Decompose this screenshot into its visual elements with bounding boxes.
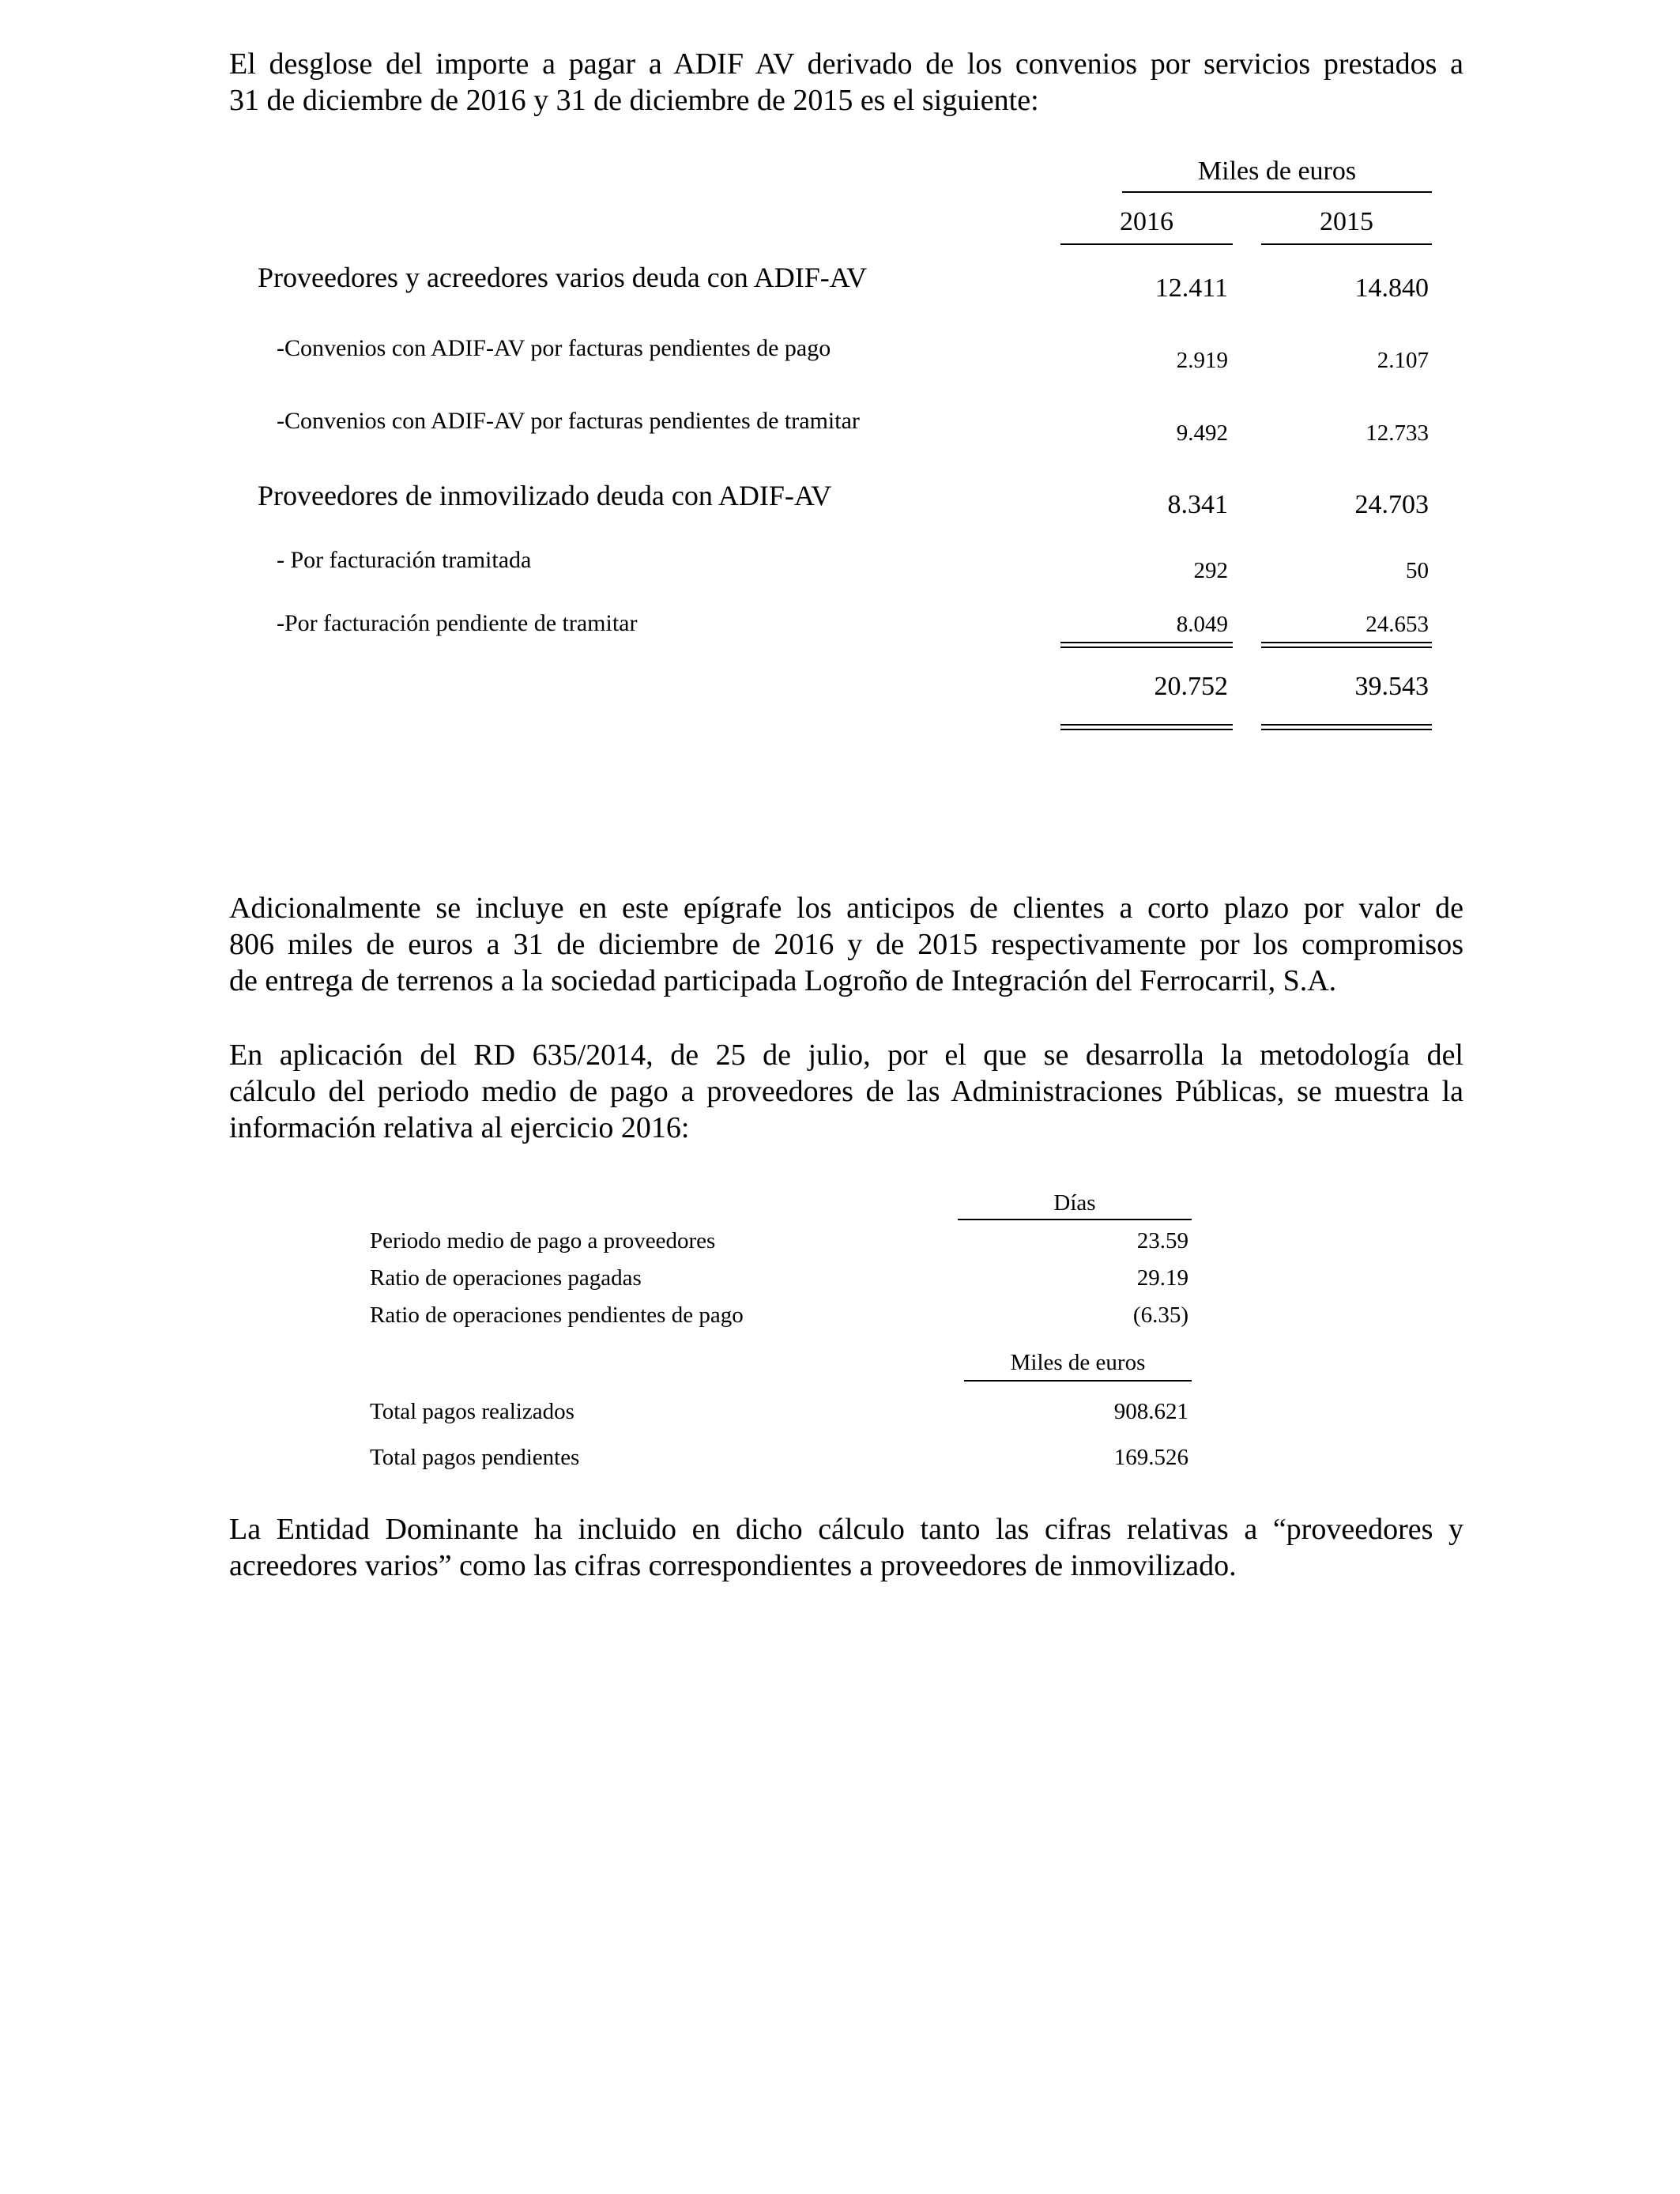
anticipos-line-3: de entrega de terrenos a la sociedad participada Logroño de Integración del Ferrocarril, S.A.: [229, 964, 1337, 997]
table-row-value-2015: 50: [1406, 558, 1429, 583]
table-row-value-2015: 14.840: [1354, 273, 1429, 303]
rd-line-3: información relativa al ejercicio 2016:: [229, 1111, 690, 1144]
table-row-value-2016: 292: [1193, 558, 1228, 583]
table-row-label: Total pagos realizados: [370, 1399, 574, 1424]
table1-total-rule-2016-a: [1060, 724, 1233, 726]
table-row-value: 29.19: [1136, 1265, 1188, 1291]
table-row-value: 169.526: [1113, 1445, 1188, 1470]
table1-col-2015-rule: [1261, 243, 1432, 245]
table-row-value-2015: 2.107: [1377, 348, 1429, 373]
conclusion-paragraph: [229, 1511, 1463, 1584]
table2-dias-header: Días: [1053, 1190, 1096, 1216]
table-row-label: Periodo medio de pago a proveedores: [370, 1228, 716, 1253]
table-row-label: Proveedores y acreedores varios deuda con ADIF-AV: [258, 262, 868, 293]
table1-col-2015: 2015: [1320, 207, 1373, 236]
table2-miles-header: Miles de euros: [1010, 1350, 1146, 1375]
table1-subtotal-rule-2015-b: [1261, 647, 1432, 648]
intro-line-2: 31 de diciembre de 2016 y 31 de diciembre de 2015 es el siguiente:: [229, 84, 1039, 117]
table-row-value: 908.621: [1113, 1399, 1188, 1424]
rd-paragraph: [229, 1037, 1463, 1146]
table-row-value-2016: 12.411: [1155, 273, 1228, 303]
rd-line-2: cálculo del periodo medio de pago a proveedores de las Administraciones Públicas, se muestra la: [229, 1075, 1463, 1108]
table-row-label: -Por facturación pendiente de tramitar: [277, 610, 638, 636]
table-row-label: Proveedores de inmovilizado deuda con ADIF-AV: [258, 480, 832, 511]
table-row-label: Total pagos pendientes: [370, 1445, 580, 1470]
table-row-value-2015: 24.703: [1354, 490, 1429, 519]
table1-subtotal-rule-2015-a: [1261, 642, 1432, 643]
table2-miles-rule: [964, 1380, 1192, 1382]
anticipos-paragraph: [229, 890, 1463, 999]
table1-total-2015: 39.543: [1354, 672, 1429, 701]
conclusion-line-1: La Entidad Dominante ha incluido en dicho cálculo tanto las cifras relativas a “proveedores y: [229, 1513, 1463, 1546]
table1-total-2016: 20.752: [1154, 672, 1228, 701]
table1-col-2016-rule: [1060, 243, 1233, 245]
table1-total-rule-2016-b: [1060, 729, 1233, 730]
table-row-value: (6.35): [1132, 1302, 1188, 1328]
table1-total-rule-2015-b: [1261, 729, 1432, 730]
intro-line-1: El desglose del importe a pagar a ADIF AV derivado de los convenios por servicios prestados a: [229, 47, 1463, 81]
rd-line-1: En aplicación del RD 635/2014, de 25 de julio, por el que se desarrolla la metodología del: [229, 1039, 1463, 1072]
table-row-label: - Por facturación tramitada: [277, 547, 532, 573]
table1-col-2016: 2016: [1120, 207, 1173, 236]
conclusion-line-2: acreedores varios” como las cifras correspondientes a proveedores de inmovilizado.: [229, 1549, 1237, 1582]
table-row-label: Ratio de operaciones pendientes de pago: [370, 1302, 744, 1328]
table-row-value-2016: 9.492: [1176, 420, 1228, 446]
table1-subtotal-rule-2016-b: [1060, 647, 1233, 648]
table-row-label: -Convenios con ADIF-AV por facturas pendientes de pago: [277, 335, 831, 361]
table-row-value-2015: 12.733: [1365, 420, 1429, 446]
table1-subtotal-rule-2016-a: [1060, 642, 1233, 643]
table1-unit-header: Miles de euros: [1197, 156, 1357, 186]
table-row-value-2015: 24.653: [1365, 612, 1429, 637]
anticipos-line-2: 806 miles de euros a 31 de diciembre de 2016 y de 2015 respectivamente por los compromisos: [229, 928, 1463, 961]
intro-paragraph: [229, 46, 1463, 119]
table-row-value: 23.59: [1136, 1228, 1188, 1253]
table-row-label: Ratio de operaciones pagadas: [370, 1265, 642, 1291]
table-row-value-2016: 2.919: [1176, 348, 1228, 373]
table-row-value-2016: 8.049: [1176, 612, 1228, 637]
table-row-label: -Convenios con ADIF-AV por facturas pendientes de tramitar: [277, 408, 860, 434]
anticipos-line-1: Adicionalmente se incluye en este epígrafe los anticipos de clientes a corto plazo por valor de: [229, 892, 1463, 925]
table-row-value-2016: 8.341: [1167, 490, 1228, 519]
table2-dias-rule: [958, 1219, 1192, 1220]
table1-unit-rule: [1122, 191, 1432, 193]
table1-total-rule-2015-a: [1261, 724, 1432, 726]
